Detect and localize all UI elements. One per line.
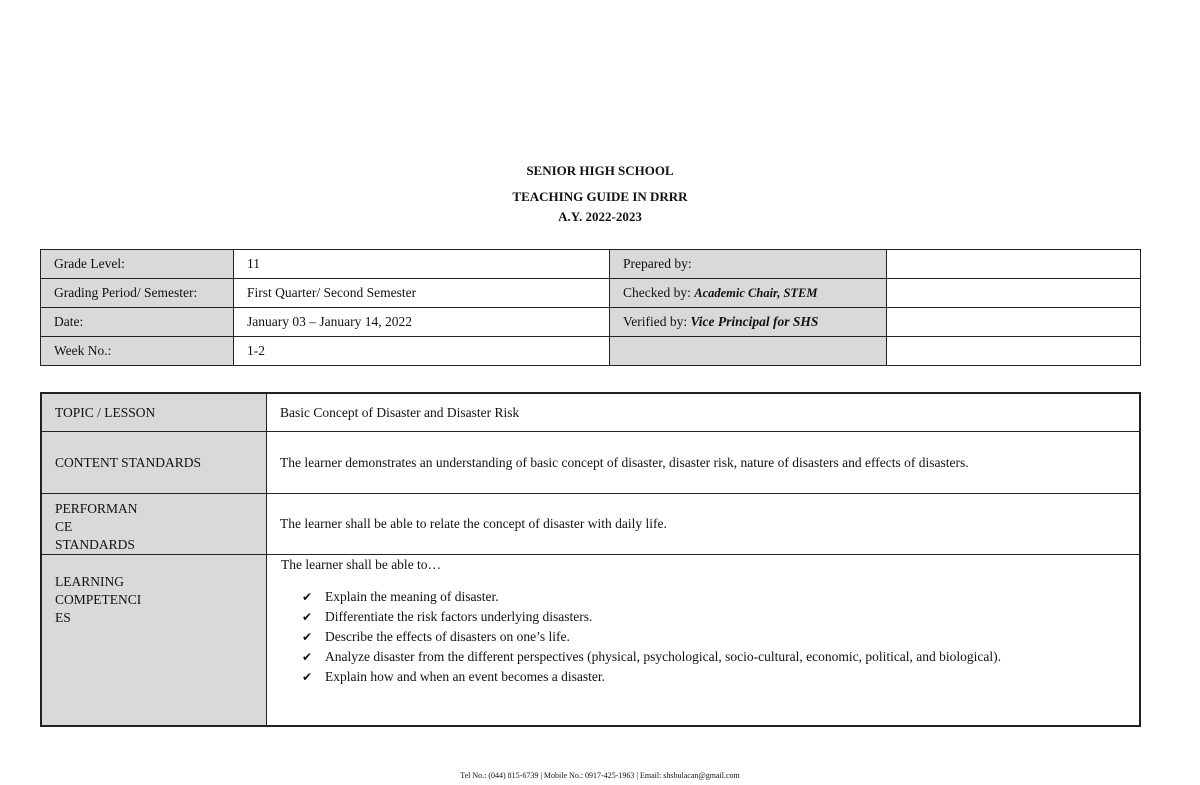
label-line: ES [55,610,71,625]
list-item [302,587,1139,607]
info-row [41,308,1141,337]
prepared-by-label: Prepared by: [610,250,887,279]
date-label: Date: [41,308,234,337]
learning-competencies-value [267,555,1141,727]
info-table [40,249,1141,366]
content-standards-row [41,432,1140,494]
verified-by-cell [610,308,887,337]
learning-competencies-label [41,555,267,727]
label-line: CE [55,519,73,534]
list-item [302,647,1139,667]
topic-row [41,393,1140,432]
competencies-list [281,587,1139,687]
checked-by-value [887,279,1141,308]
label-line: LEARNING [55,574,124,589]
checked-by-label: Checked by: [623,285,691,300]
checkmark-icon: ✔ [302,590,313,604]
date-value: January 03 – January 14, 2022 [234,308,610,337]
verified-by-value [887,308,1141,337]
competency-text: Explain the meaning of disaster. [325,589,499,604]
lesson-table [40,392,1141,727]
list-item [302,607,1139,627]
info-row [41,250,1141,279]
competency-text: Differentiate the risk factors underlying disasters. [325,609,593,624]
info-row [41,337,1141,366]
checkmark-icon: ✔ [302,630,313,644]
label-line: COMPETENCI [55,592,142,607]
checkmark-icon: ✔ [302,650,313,664]
prepared-by-value [887,250,1141,279]
grade-level-value: 11 [234,250,610,279]
info-row [41,279,1141,308]
performance-standards-value: The learner shall be able to relate the concept of disaster with daily life. [267,494,1141,555]
list-item [302,627,1139,647]
competencies-intro: The learner shall be able to… [281,557,442,572]
verified-by-label: Verified by: [623,314,688,329]
competency-text: Describe the effects of disasters on one’s life. [325,629,570,644]
competency-text: Explain how and when an event becomes a disaster. [325,669,606,684]
checkmark-icon: ✔ [302,670,313,684]
verified-by-role: Vice Principal for SHS [690,314,819,329]
checked-by-role: Academic Chair, STEM [694,286,818,300]
empty-shaded-cell [610,337,887,366]
learning-competencies-row [41,555,1140,727]
label-line: STANDARDS [55,537,135,552]
week-value: 1-2 [234,337,610,366]
week-label: Week No.: [41,337,234,366]
performance-standards-label [41,494,267,555]
list-item [302,667,1139,687]
content-standards-label: CONTENT STANDARDS [41,432,267,494]
grade-level-label: Grade Level: [41,250,234,279]
grading-period-label: Grading Period/ Semester: [41,279,234,308]
grading-period-value: First Quarter/ Second Semester [234,279,610,308]
topic-label: TOPIC / LESSON [41,393,267,432]
school-heading: SENIOR HIGH SCHOOL [526,163,674,178]
checked-by-cell [610,279,887,308]
guide-title: TEACHING GUIDE IN DRRR [512,189,688,204]
performance-standards-row [41,494,1140,555]
empty-cell [887,337,1141,366]
academic-year: A.Y. 2022-2023 [558,209,642,224]
footer-contact: Tel No.: (044) 815-6739 | Mobile No.: 0917-425-1963 | Email: shsbulacan@gmail.com [460,771,740,780]
topic-value: Basic Concept of Disaster and Disaster Risk [267,393,1141,432]
label-line: PERFORMAN [55,501,138,516]
content-standards-value: The learner demonstrates an understanding of basic concept of disaster, disaster risk, nature of disasters and effects of disasters. [267,432,1141,494]
checkmark-icon: ✔ [302,610,313,624]
competency-text: Analyze disaster from the different perspectives (physical, psychological, socio-cultural, economic, political, and biological). [325,649,1002,664]
